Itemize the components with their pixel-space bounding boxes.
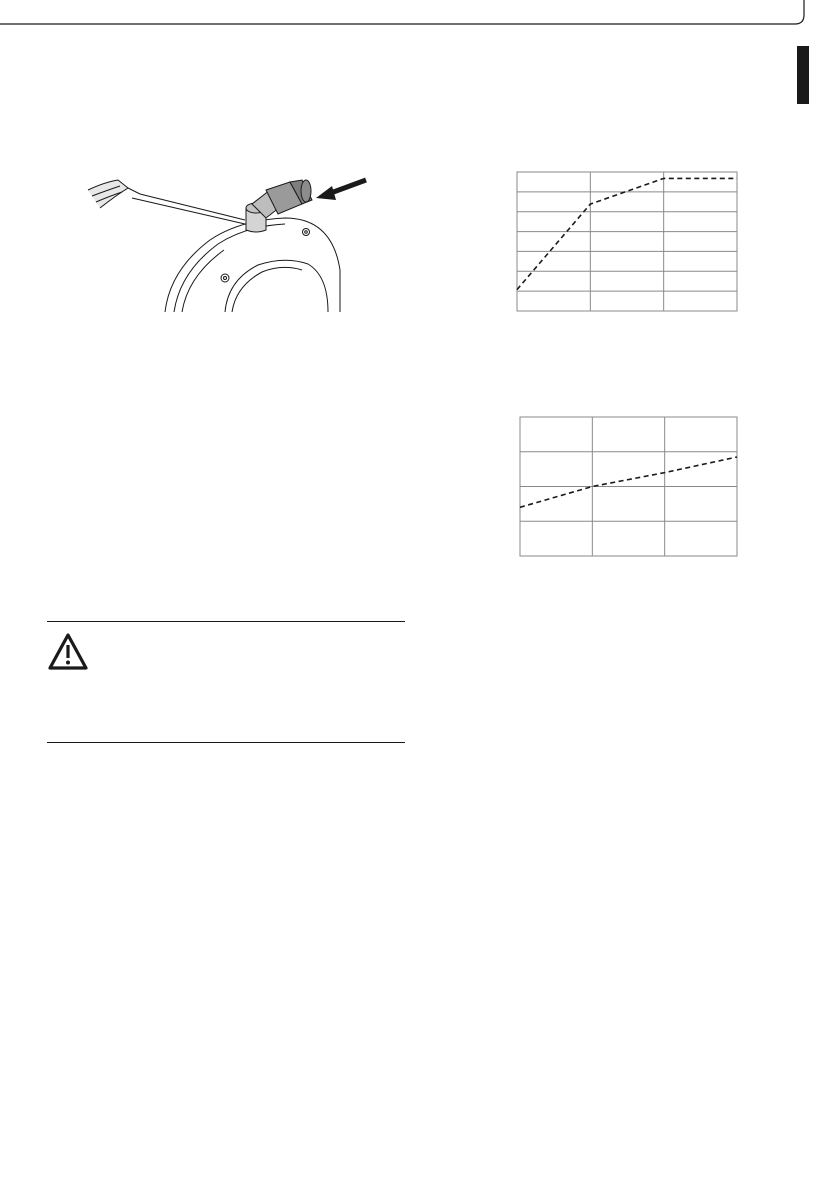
series-line-1 xyxy=(517,178,737,289)
warning-triangle-icon xyxy=(47,632,89,672)
chart-1 xyxy=(516,171,738,312)
chart-frame xyxy=(517,172,737,311)
series-line-1 xyxy=(520,457,737,507)
connector-illustration xyxy=(70,160,410,315)
warning-box xyxy=(47,621,405,743)
chart-2 xyxy=(519,416,738,557)
language-tab xyxy=(797,46,809,104)
page-header-rule xyxy=(0,0,839,40)
